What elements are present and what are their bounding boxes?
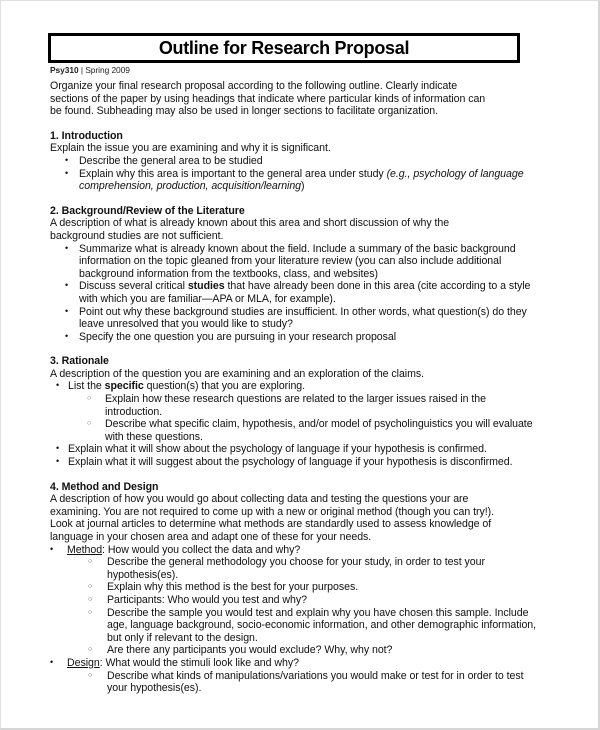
list-item: [50, 331, 540, 344]
list-item-text: Describe what specific claim, hypothesis, and/or model of psycholinguistics you will evaluate with these questions.: [105, 418, 533, 443]
description-line: background studies are not sufficient.: [50, 229, 224, 242]
list-item-text: Describe the general area to be studied: [79, 154, 263, 167]
list-item: [50, 280, 540, 305]
bullet-list: [50, 155, 540, 193]
title-box: [48, 33, 520, 63]
list-item: [50, 168, 540, 193]
section-description: [50, 217, 540, 242]
list-item: [50, 155, 540, 168]
sub-list-item: [50, 581, 540, 594]
bullet-list: [50, 243, 540, 344]
list-item-text: Explain what it will suggest about the psychology of language if your hypothesis is disconfirmed.: [68, 456, 513, 469]
course-separator: |: [78, 65, 86, 75]
list-item-text: : How would you collect the data and why?: [102, 543, 301, 556]
list-item-text: Explain how these research questions are related to the larger issues raised in the introduction.: [105, 393, 486, 418]
subheading-design: Design: [67, 656, 100, 669]
bullet-list: [50, 544, 540, 695]
document-title: Outline for Research Proposal: [158, 38, 410, 58]
list-item-example: (e.g., psychology of language comprehension, production, acquisition/learning: [79, 167, 524, 193]
list-item-design: [50, 657, 540, 670]
list-item-text: List the: [68, 380, 105, 393]
section-introduction: [50, 130, 540, 193]
list-item-text: Discuss several critical: [79, 280, 188, 293]
section-description: Explain the issue you are examining and why it is significant.: [50, 142, 331, 155]
sub-list-item: [50, 418, 540, 443]
section-description: A description of the question you are examining and an exploration of the claims.: [50, 367, 425, 380]
intro-line: be found. Subheading may also be used in longer sections to facilitate organization.: [50, 105, 439, 118]
description-line: A description of what is already known about this area and short discussion of why the: [50, 217, 450, 230]
list-item-text: Explain what it will show about the psychology of language if your hypothesis is confirmed.: [68, 443, 487, 456]
document-content: [50, 80, 540, 707]
list-item: [50, 306, 540, 331]
list-item-text: question(s) that you are exploring.: [143, 380, 306, 393]
course-code: Psy310: [50, 65, 79, 75]
sub-list-item: [50, 670, 540, 695]
sub-list-item: [50, 594, 540, 607]
intro-line: sections of the paper by using headings that indicate where particular kinds of information can: [50, 92, 486, 105]
list-item-text: Describe the sample you would test and explain why you have chosen this sample. Include age, language background, socio-economic information, and other demographic information, but only if relevant to the design.: [107, 606, 537, 644]
description-line: examining. You are not required to come up with a new or original method (though you can try!).: [50, 505, 494, 518]
list-item-text: Describe the general methodology you choose for your study, in order to test your hypothesis(es).: [107, 556, 485, 581]
list-item-method: [50, 544, 540, 557]
list-item-text: ): [301, 180, 305, 193]
section-heading: 2. Background/Review of the Literature: [50, 204, 245, 217]
list-item: [50, 380, 540, 393]
list-item-text: : What would the stimuli look like and why?: [99, 656, 299, 669]
list-item-text: Specify the one question you are pursuing in your research proposal: [79, 330, 397, 343]
intro-line: Organize your final research proposal according to the following outline. Clearly indicate: [50, 80, 458, 92]
list-item-text: that have already been done in this area (cite according to a style with which you are familiar—APA or MLA, for example).: [79, 280, 531, 305]
subheading-method: Method: [67, 543, 103, 556]
list-item-text: Summarize what is already known about the field. Include a summary of the basic background information on the topic gleaned from your literature review (you can also include additional background information from the textbooks, class, and websites): [79, 242, 516, 280]
description-line: Look at journal articles to determine what methods are standardly used to assess knowledge of: [50, 518, 492, 531]
section-heading: 4. Method and Design: [50, 480, 159, 493]
section-heading: 1. Introduction: [50, 129, 123, 142]
course-term: Spring 2009: [85, 65, 130, 75]
list-item: [50, 456, 540, 469]
section-description: [50, 493, 540, 543]
list-item-text: Describe what kinds of manipulations/variations you would make or test for in order to test your hypothesis(es).: [107, 669, 524, 695]
bullet-list: [50, 380, 540, 468]
section-background: [50, 205, 540, 344]
section-rationale: [50, 355, 540, 468]
description-line: A description of how you would go about collecting data and testing the questions your are: [50, 493, 469, 506]
section-method-design: [50, 481, 540, 695]
sub-list-item: [50, 556, 540, 581]
description-line: language in your chosen area and adapt one of these for your needs.: [50, 531, 372, 543]
list-item-text: Explain why this area is important to the general area under study: [79, 167, 387, 180]
list-item-text: Point out why these background studies are insufficient. In other words, what question(s) do they leave unresolved that you would like to study?: [79, 305, 527, 331]
list-item-text: Explain why this method is the best for your purposes.: [107, 581, 359, 594]
list-item: [50, 243, 540, 281]
list-item-emphasis: studies: [187, 280, 225, 293]
section-heading: 3. Rationale: [50, 355, 109, 368]
intro-paragraph: [50, 80, 540, 118]
list-item-text: Are there any participants you would exclude? Why, why not?: [107, 644, 393, 657]
list-item: [50, 443, 540, 456]
sub-list-item: [50, 393, 540, 418]
list-item-emphasis: specific: [104, 380, 144, 393]
course-info: [50, 65, 130, 75]
sub-list-item: [50, 644, 540, 657]
list-item-text: Participants: Who would you test and why?: [107, 593, 307, 606]
sub-list-item: [50, 607, 540, 645]
